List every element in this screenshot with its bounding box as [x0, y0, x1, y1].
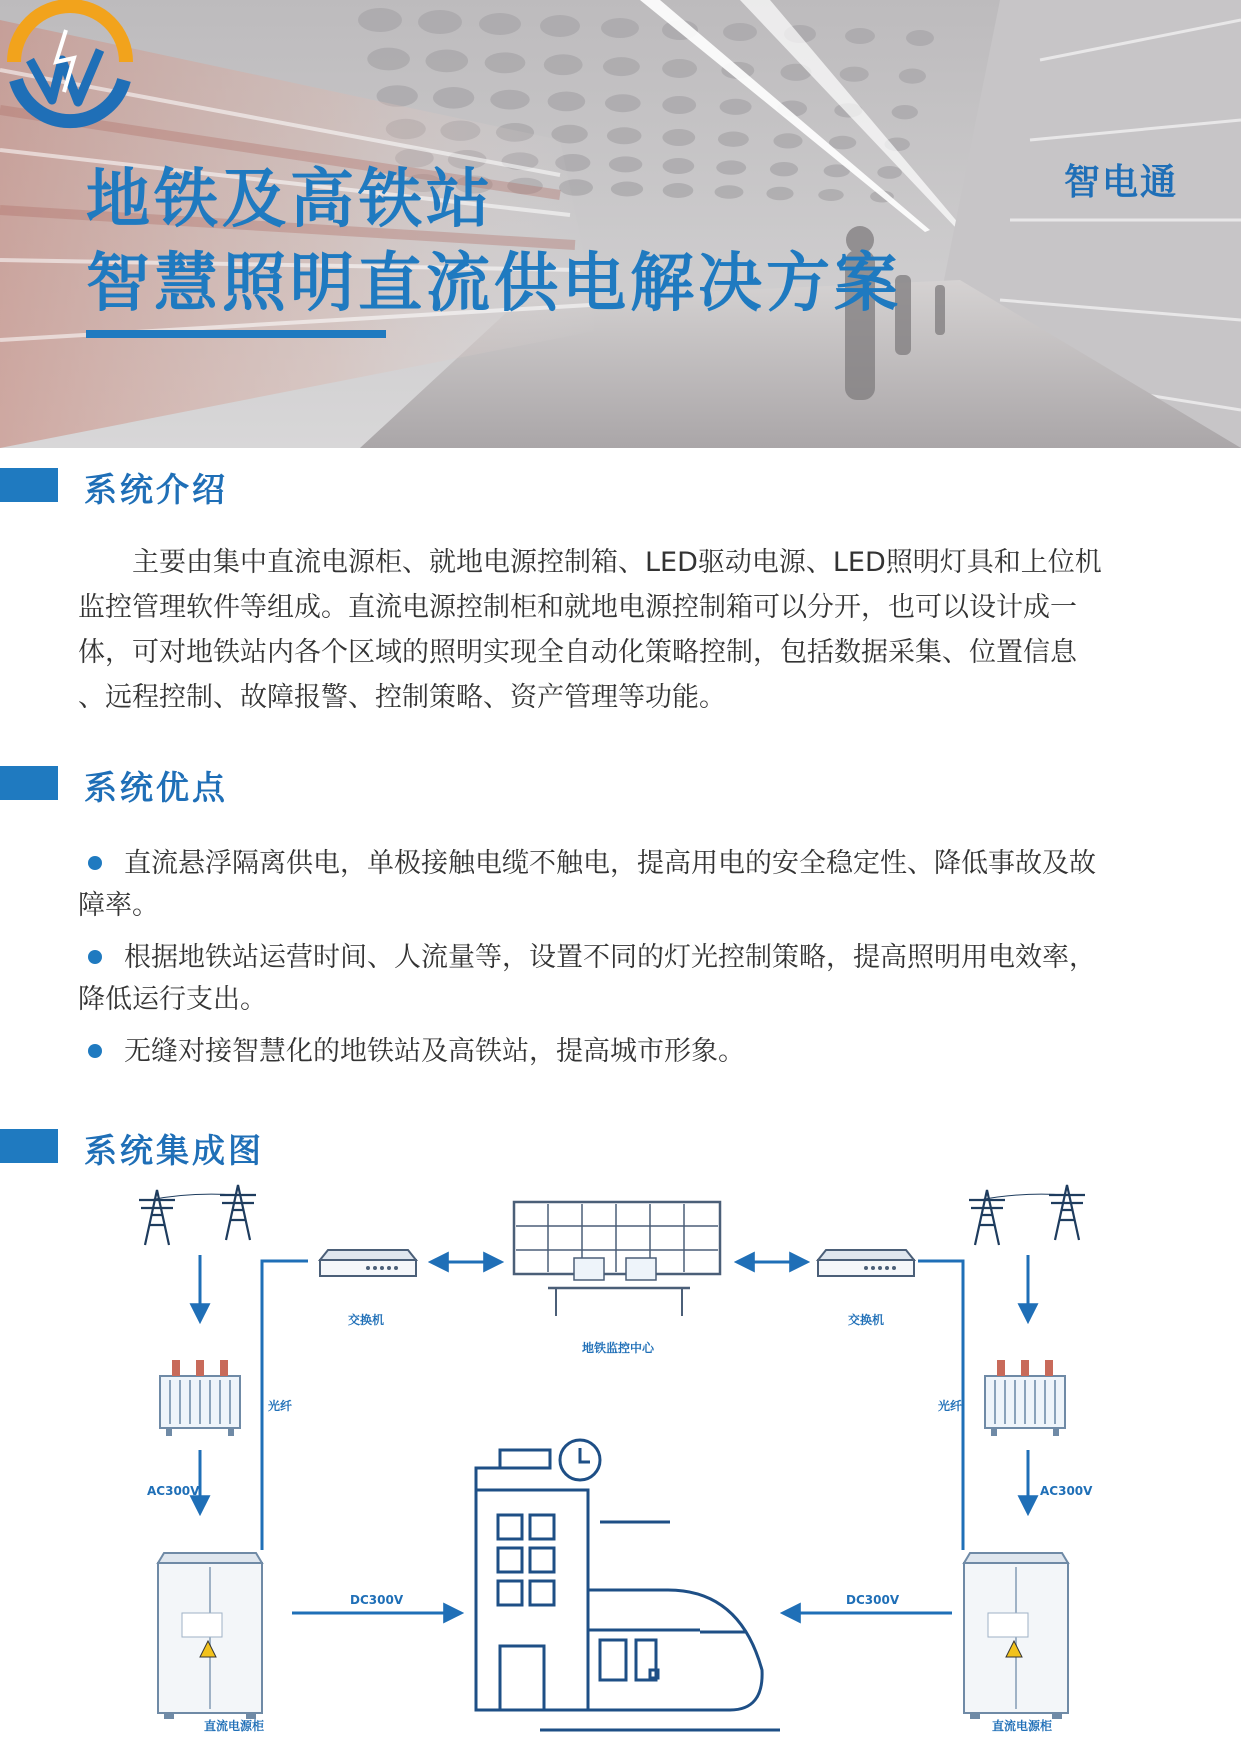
list-item: 无缝对接智慧化的地铁站及高铁站，提高城市形象。 — [78, 1031, 1168, 1073]
ac-voltage-label: AC300V — [1040, 1484, 1093, 1498]
intro-line: 、远程控制、故障报警、控制策略、资产管理等功能。 — [78, 682, 726, 713]
intro-line: 体，可对地铁站内各个区域的照明实现全自动化策略控制，包括数据采集、位置信息 — [78, 637, 1077, 668]
intro-line: 主要由集中直流电源柜、就地电源控制箱、LED驱动电源、LED照明灯具和上位机 — [78, 547, 1102, 578]
bullet-dot-icon — [88, 856, 102, 870]
intro-line: 监控管理软件等组成。直流电源控制柜和就地电源控制箱可以分开，也可以设计成一 — [78, 592, 1077, 623]
bullet-dot-icon — [88, 950, 102, 964]
hero-banner — [0, 0, 1241, 448]
title-underline — [86, 330, 386, 338]
section-marker — [0, 766, 58, 800]
transformer-icon — [160, 1360, 240, 1436]
list-item: 根据地铁站运营时间、人流量等，设置不同的灯光控制策略，提高照明用电效率， 降低运行支出。 — [78, 942, 1096, 1015]
switch-icon — [320, 1250, 416, 1276]
station-building-icon — [476, 1440, 780, 1730]
dc-voltage-label: DC300V — [846, 1593, 900, 1607]
page-title-line1: 地铁及高铁站 — [86, 163, 494, 237]
monitor-center-label: 地铁监控中心 — [582, 1341, 655, 1355]
section-marker — [0, 468, 58, 502]
bullet-dot-icon — [88, 1044, 102, 1058]
logo-text: 智电通 — [1063, 162, 1178, 203]
transformer-icon — [985, 1360, 1065, 1436]
switch-label: 交换机 — [848, 1313, 885, 1327]
monitor-center-icon — [514, 1202, 720, 1316]
dc-cabinet-icon — [964, 1553, 1068, 1719]
intro-paragraph — [78, 540, 1168, 720]
cabinet-label: 直流电源柜 — [992, 1719, 1053, 1733]
cabinet-label: 直流电源柜 — [204, 1719, 265, 1733]
page-title-line2: 智慧照明直流供电解决方案 — [86, 247, 902, 321]
dc-cabinet-icon — [158, 1553, 262, 1719]
fiber-label: 光纤 — [268, 1399, 293, 1413]
system-integration-diagram — [0, 1170, 1241, 1754]
ac-voltage-label: AC300V — [147, 1484, 200, 1498]
company-logo-icon — [0, 0, 140, 160]
list-item: 直流悬浮隔离供电，单极接触电缆不触电，提高用电的安全稳定性、降低事故及故 障率。 — [78, 848, 1096, 921]
section-title-intro: 系统介绍 — [84, 470, 228, 509]
fiber-label: 光纤 — [938, 1399, 963, 1413]
section-title-diagram: 系统集成图 — [84, 1131, 264, 1170]
section-marker — [0, 1129, 58, 1163]
switch-icon — [818, 1250, 914, 1276]
dc-voltage-label: DC300V — [350, 1593, 404, 1607]
section-title-advantages: 系统优点 — [84, 768, 228, 807]
switch-label: 交换机 — [348, 1313, 385, 1327]
